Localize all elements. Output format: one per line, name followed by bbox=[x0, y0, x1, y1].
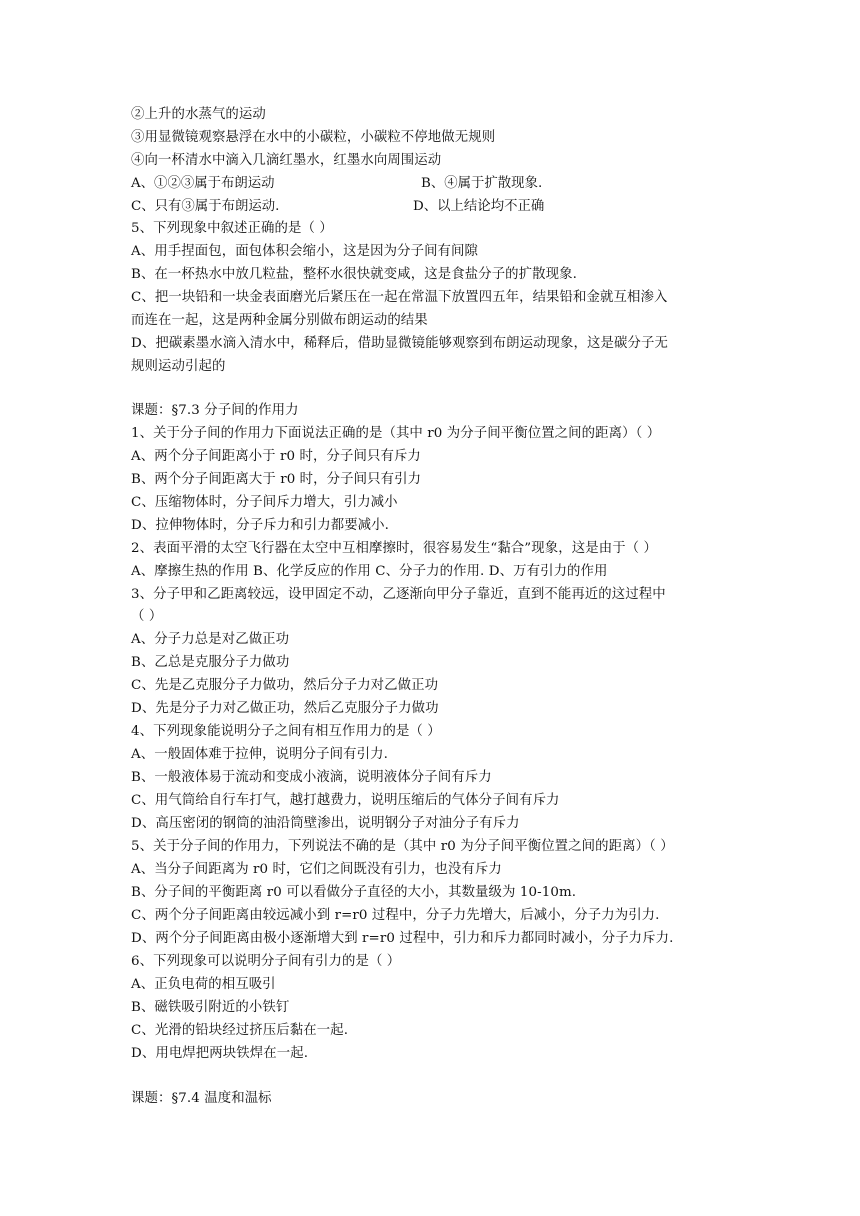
s73-q3-stem: 3、分子甲和乙距离较远，设甲固定不动，乙逐渐向甲分子靠近，直到不能再近的这过程中 bbox=[131, 587, 666, 602]
s73-q1-option-d: D、拉伸物体时，分子斥力和引力都要减小. bbox=[131, 518, 390, 533]
question-5-option-c-cont: 而连在一起，这是两种金属分别做布朗运动的结果 bbox=[131, 313, 428, 328]
s73-q6-option-d: D、用电焊把两块铁焊在一起. bbox=[131, 1046, 309, 1061]
s73-q4-option-c: C、用气筒给自行车打气，越打越费力，说明压缩后的气体分子间有斥力 bbox=[131, 793, 560, 808]
s73-q5-option-a: A、当分子间距离为 r0 时，它们之间既没有引力，也没有斥力 bbox=[131, 862, 502, 877]
question-5-option-b: B、在一杯热水中放几粒盐，整杯水很快就变咸，这是食盐分子的扩散现象. bbox=[131, 267, 577, 282]
s73-q1-option-a: A、两个分子间距离小于 r0 时，分子间只有斥力 bbox=[131, 449, 421, 464]
question-5-option-d-cont: 规则运动引起的 bbox=[131, 359, 226, 374]
s73-q4-option-d: D、高压密闭的钢筒的油沿筒壁渗出，说明钢分子对油分子有斥力 bbox=[131, 816, 520, 831]
s73-q3-option-a: A、分子力总是对乙做正功 bbox=[131, 632, 290, 647]
line-water-vapor: ②上升的水蒸气的运动 bbox=[131, 107, 266, 122]
s73-q3-stem-cont: （ ） bbox=[131, 609, 163, 624]
s73-q1-option-c: C、压缩物体时，分子间斥力增大，引力减小 bbox=[131, 495, 398, 510]
s73-q6-option-c: C、光滑的铅块经过挤压后黏在一起. bbox=[131, 1023, 349, 1038]
s73-q4-option-a: A、一般固体难于拉伸，说明分子间有引力. bbox=[131, 747, 388, 762]
s73-q1-option-b: B、两个分子间距离大于 r0 时，分子间只有引力 bbox=[131, 472, 422, 487]
s73-q6-stem: 6、下列现象可以说明分子间有引力的是（ ） bbox=[131, 954, 401, 969]
option-d: D、以上结论均不正确 bbox=[413, 199, 545, 214]
s73-q2-stem: 2、表面平滑的太空飞行器在太空中互相摩擦时，很容易发生“黏合”现象，这是由于（ ） bbox=[131, 541, 658, 556]
options-row-cd bbox=[131, 196, 545, 218]
s73-q5-option-c: C、两个分子间距离由较远减小到 r=r0 过程中，分子力先增大，后减小，分子力为引力. bbox=[131, 908, 660, 923]
option-a: A、①②③属于布朗运动 bbox=[131, 176, 275, 191]
options-row-ab bbox=[131, 173, 543, 195]
line-carbon-particles: ③用显微镜观察悬浮在水中的小碳粒，小碳粒不停地做无规则 bbox=[131, 130, 496, 145]
s73-q5-stem: 5、关于分子间的作用力，下列说法不确的是（其中 r0 为分子间平衡位置之间的距离）（ ） bbox=[131, 839, 674, 854]
s73-q3-option-b: B、乙总是克服分子力做功 bbox=[131, 655, 290, 670]
section-7-3-title: 课题：§7.3 分子间的作用力 bbox=[131, 403, 299, 418]
s73-q1-stem: 1、关于分子间的作用力下面说法正确的是（其中 r0 为分子间平衡位置之间的距离）（ ） bbox=[131, 426, 661, 441]
s73-q4-stem: 4、下列现象能说明分子之间有相互作用力的是（ ） bbox=[131, 724, 441, 739]
s73-q3-option-d: D、先是分子力对乙做正功，然后乙克服分子力做功 bbox=[131, 701, 439, 716]
option-c: C、只有③属于布朗运动. bbox=[131, 199, 280, 214]
question-5-option-d: D、把碳素墨水滴入清水中，稀释后，借助显微镜能够观察到布朗运动现象，这是碳分子无 bbox=[131, 336, 668, 351]
question-5-stem: 5、下列现象中叙述正确的是（ ） bbox=[131, 221, 333, 236]
s73-q5-option-b: B、分子间的平衡距离 r0 可以看做分子直径的大小，其数量级为 10-10m. bbox=[131, 885, 577, 900]
question-5-option-a: A、用手捏面包，面包体积会缩小，这是因为分子间有间隙 bbox=[131, 244, 479, 259]
s73-q4-option-b: B、一般液体易于流动和变成小液滴，说明液体分子间有斥力 bbox=[131, 770, 492, 785]
s73-q5-option-d: D、两个分子间距离由极小逐渐增大到 r=r0 过程中，引力和斥力都同时减小，分子力斥力. bbox=[131, 931, 674, 946]
s73-q6-option-b: B、磁铁吸引附近的小铁钉 bbox=[131, 1000, 290, 1015]
line-red-ink: ④向一杯清水中滴入几滴红墨水，红墨水向周围运动 bbox=[131, 153, 442, 168]
s73-q3-option-c: C、先是乙克服分子力做功，然后分子力对乙做正功 bbox=[131, 678, 439, 693]
option-b: B、④属于扩散现象. bbox=[421, 176, 543, 191]
section-7-4-title: 课题：§7.4 温度和温标 bbox=[131, 1091, 272, 1106]
s73-q6-option-a: A、正负电荷的相互吸引 bbox=[131, 977, 276, 992]
s73-q2-options: A、摩擦生热的作用 B、化学反应的作用 C、分子力的作用. D、万有引力的作用 bbox=[131, 564, 608, 579]
question-5-option-c: C、把一块铅和一块金表面磨光后紧压在一起在常温下放置四五年，结果铅和金就互相渗入 bbox=[131, 290, 668, 305]
